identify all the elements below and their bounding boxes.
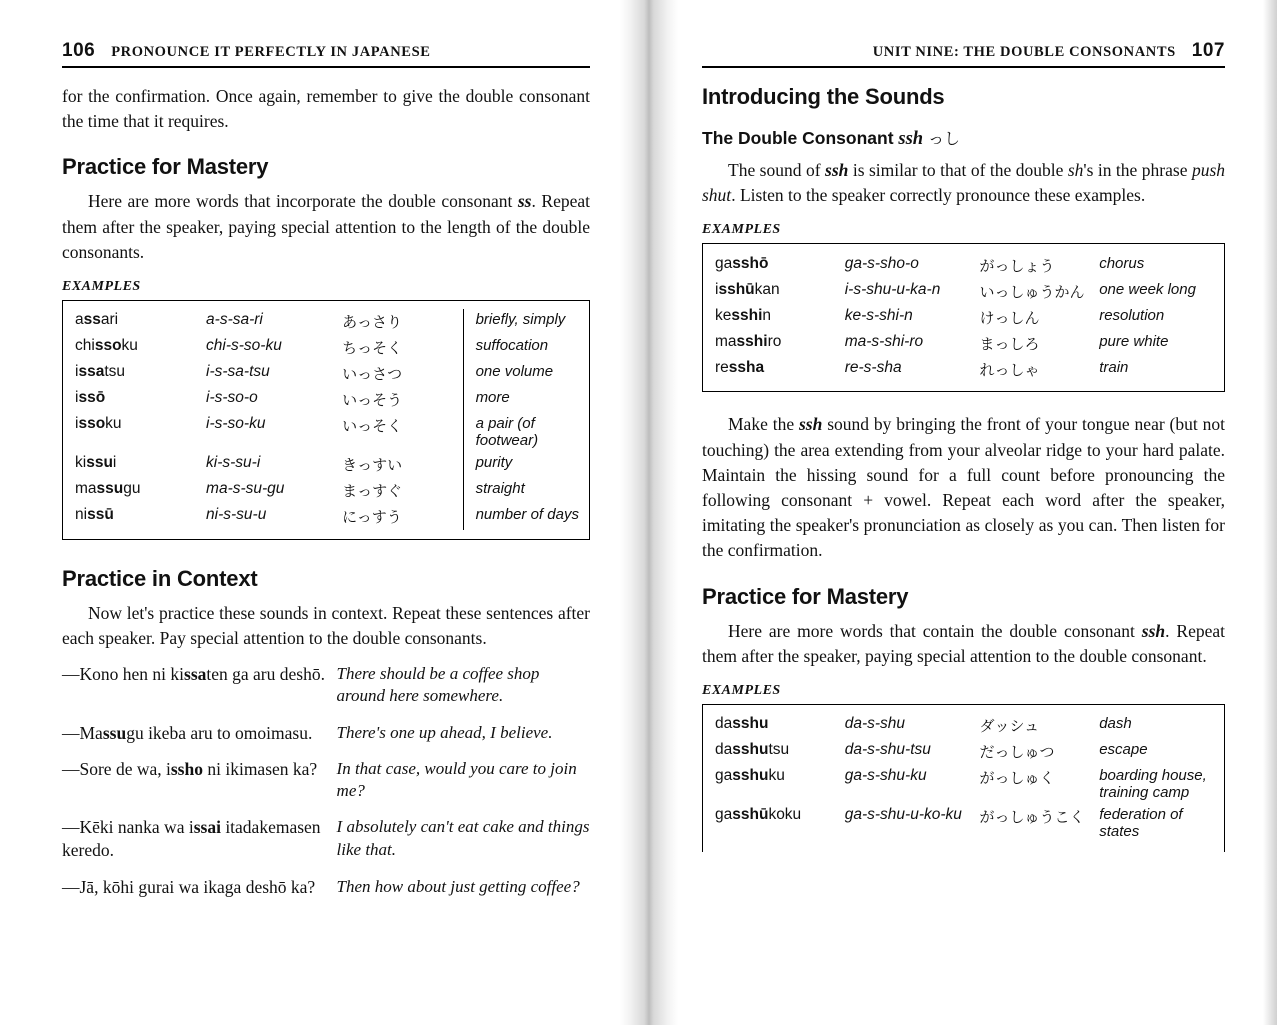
example-romaji: ki-s-su-i bbox=[206, 454, 261, 472]
right-examples-table-2 bbox=[715, 713, 1214, 843]
word-bold: sshu bbox=[732, 741, 769, 759]
word-bold: sshi bbox=[731, 306, 763, 324]
word-bold: ssa bbox=[78, 363, 105, 381]
word-pre: ma bbox=[715, 332, 737, 350]
jp-pre: —Ma bbox=[62, 722, 103, 743]
jp-post: ten ga aru deshō. bbox=[206, 664, 325, 685]
example-word bbox=[715, 304, 845, 330]
example-kana: れっしゃ bbox=[979, 360, 1040, 379]
example-kana: いっさつ bbox=[342, 365, 403, 384]
left-running-title: PRONOUNCE IT PERFECTLY IN JAPANESE bbox=[111, 44, 431, 60]
table-row bbox=[75, 361, 579, 387]
table-row bbox=[715, 356, 1214, 382]
example-gloss: federation of states bbox=[1099, 806, 1183, 841]
left-examples-tbody bbox=[75, 309, 579, 530]
book-gutter bbox=[620, 0, 678, 1025]
left-page-number: 106 bbox=[62, 40, 96, 61]
word-post: tsu bbox=[768, 741, 790, 759]
right-paragraph-1 bbox=[702, 158, 1225, 208]
context-japanese bbox=[62, 758, 337, 816]
right-examples-table-1 bbox=[715, 252, 1214, 382]
example-word bbox=[75, 361, 206, 387]
example-kana: いっそう bbox=[342, 391, 403, 410]
word-bold: ssu bbox=[86, 454, 113, 472]
left-examples-table bbox=[75, 309, 579, 530]
jp-bold: ssa bbox=[184, 664, 207, 685]
left-section-heading-practice-for-mastery: Practice for Mastery bbox=[62, 154, 269, 180]
context-japanese bbox=[62, 876, 337, 913]
right-examples-label-2: EXAMPLES bbox=[702, 682, 781, 698]
example-kana: ダッシュ bbox=[979, 717, 1040, 736]
example-word bbox=[715, 252, 845, 278]
example-gloss: resolution bbox=[1099, 306, 1165, 324]
word-post: ari bbox=[100, 311, 119, 329]
example-romaji: ma-s-shi-ro bbox=[844, 332, 924, 350]
example-kana: あっさり bbox=[342, 313, 402, 332]
right-section-heading-introducing-the-sounds: Introducing the Sounds bbox=[702, 84, 945, 109]
example-gloss: number of days bbox=[463, 504, 579, 530]
example-kana: だっしゅつ bbox=[979, 743, 1055, 762]
page-edge-shadow bbox=[1263, 0, 1277, 1025]
right-examples-tbody-1 bbox=[715, 252, 1214, 382]
example-kana: まっしろ bbox=[979, 334, 1040, 353]
p1-b: is similar to that of the double bbox=[848, 160, 1068, 180]
example-word bbox=[715, 804, 845, 843]
left-s1-text-b: . Repeat them after the speaker, paying special attention to the length of the double consonants. bbox=[62, 191, 591, 262]
p3-b: . Repeat them after the speaker, paying special attention to the double consonant. bbox=[702, 620, 1226, 666]
example-gloss: more bbox=[463, 387, 579, 413]
example-word bbox=[75, 335, 206, 361]
left-examples-label: EXAMPLES bbox=[62, 278, 141, 294]
word-bold: ssu bbox=[96, 480, 124, 498]
right-examples-tbody-2 bbox=[715, 713, 1214, 843]
example-romaji: ke-s-shi-n bbox=[844, 306, 913, 324]
word-pre: ga bbox=[715, 767, 733, 785]
right-subheading-double-consonant-ssh bbox=[702, 126, 1225, 150]
example-word bbox=[75, 452, 206, 478]
jp-bold: ssu bbox=[102, 722, 127, 743]
example-gloss: pure white bbox=[1099, 332, 1169, 350]
right-examples-box-2 bbox=[702, 704, 1225, 852]
example-word bbox=[75, 413, 206, 452]
word-bold: sshi bbox=[736, 332, 768, 350]
jp-pre: —Kēki nanka wa i bbox=[62, 817, 194, 838]
right-page-number: 107 bbox=[1191, 40, 1225, 61]
word-bold: sshu bbox=[732, 715, 769, 733]
example-kana: けっしん bbox=[979, 308, 1040, 327]
word-pre: ki bbox=[75, 454, 87, 472]
left-section-heading-practice-in-context: Practice in Context bbox=[62, 565, 258, 591]
jp-post: itadakemasen keredo. bbox=[62, 817, 321, 861]
p1-phrase: push shut bbox=[702, 160, 1225, 206]
word-pre: chi bbox=[75, 337, 95, 355]
example-gloss: chorus bbox=[1099, 254, 1145, 272]
table-row bbox=[715, 278, 1214, 304]
example-word bbox=[715, 765, 845, 804]
p1-sh: sh bbox=[1067, 160, 1084, 180]
left-section2-paragraph: Now let's practice these sounds in context. Repeat these sentences after each speaker. Pay special attention to the double consonants. bbox=[62, 602, 590, 649]
table-row bbox=[715, 304, 1214, 330]
word-post: kan bbox=[754, 280, 780, 298]
subheading-term: ssh bbox=[898, 129, 924, 149]
table-row bbox=[75, 309, 579, 335]
example-kana: まっすぐ bbox=[342, 482, 403, 501]
example-gloss: dash bbox=[1099, 715, 1132, 733]
p3-ssh: ssh bbox=[1141, 620, 1166, 641]
word-pre: a bbox=[75, 311, 84, 329]
table-row bbox=[715, 765, 1214, 804]
example-word bbox=[715, 330, 845, 356]
table-row bbox=[715, 804, 1214, 843]
example-kana: ちっそく bbox=[342, 339, 403, 358]
context-english: I absolutely can't eat cake and things like that. bbox=[336, 817, 590, 859]
context-japanese bbox=[62, 722, 337, 759]
word-bold: ssū bbox=[87, 506, 114, 524]
example-gloss: straight bbox=[463, 478, 579, 504]
example-romaji: i-s-so-ku bbox=[206, 415, 266, 433]
right-examples-label-1: EXAMPLES bbox=[702, 222, 781, 238]
word-post: ku bbox=[105, 415, 122, 433]
jp-pre: —Sore de wa, i bbox=[62, 759, 171, 780]
example-kana: がっしゅく bbox=[979, 769, 1055, 788]
example-romaji: ma-s-su-gu bbox=[206, 480, 285, 498]
example-word bbox=[75, 387, 206, 413]
p1-d: . Listen to the speaker correctly pronounce these examples. bbox=[731, 185, 1146, 206]
example-kana: がっしゅうこく bbox=[979, 808, 1085, 827]
example-romaji: re-s-sha bbox=[844, 358, 902, 376]
example-word bbox=[715, 278, 845, 304]
jp-pre: —Kono hen ni ki bbox=[62, 664, 185, 685]
context-english: There's one up ahead, I believe. bbox=[336, 722, 553, 742]
left-running-head bbox=[62, 40, 590, 68]
p2-b: sound by bringing the front of your tongue near (but not touching) the area extending from your alveolar ridge to your hard palate. Maintain the hissing sound for a full count before pronouncing the following consonant + vowel. Repeat each word after the speaker, imitating the speaker's pronunciation as closely as you can. Then listen for the confirmation. bbox=[702, 414, 1225, 561]
jp-post: gu ikeba aru to omoimasu. bbox=[126, 722, 313, 743]
word-post: tsu bbox=[104, 363, 126, 381]
example-gloss: a pair (of footwear) bbox=[463, 413, 579, 452]
word-pre: ni bbox=[75, 506, 88, 524]
example-word bbox=[715, 356, 845, 382]
left-intro-paragraph: for the confirmation. Once again, remember to give the double consonant the time that it requires. bbox=[62, 86, 590, 132]
table-row bbox=[75, 504, 579, 530]
word-pre: i bbox=[75, 363, 79, 381]
left-s1-text-a: Here are more words that incorporate the double consonant bbox=[88, 191, 518, 212]
table-row bbox=[75, 335, 579, 361]
word-pre: da bbox=[715, 715, 733, 733]
table-row bbox=[75, 387, 579, 413]
right-running-title: UNIT NINE: THE DOUBLE CONSONANTS bbox=[872, 44, 1176, 60]
example-romaji: i-s-shu-u-ka-n bbox=[844, 280, 941, 298]
list-item bbox=[62, 663, 590, 721]
word-bold: ss bbox=[83, 311, 101, 329]
word-bold: ssō bbox=[78, 389, 106, 407]
word-pre: i bbox=[75, 415, 79, 433]
context-english: In that case, would you care to join me? bbox=[336, 759, 577, 801]
right-page bbox=[678, 0, 1277, 1025]
word-pre: ga bbox=[715, 254, 733, 272]
right-running-head bbox=[702, 40, 1225, 68]
example-romaji: da-s-shu-tsu bbox=[844, 741, 931, 759]
word-pre: re bbox=[715, 358, 729, 376]
word-pre: ke bbox=[715, 306, 732, 324]
context-sentences-table bbox=[62, 663, 590, 912]
word-bold: ssha bbox=[728, 358, 765, 376]
p1-ssh: ssh bbox=[825, 160, 849, 180]
example-gloss: escape bbox=[1099, 741, 1148, 759]
word-bold: sso bbox=[78, 415, 106, 433]
right-paragraph-2 bbox=[702, 412, 1225, 563]
word-pre: da bbox=[715, 741, 733, 759]
example-word bbox=[75, 504, 206, 530]
word-pre: ma bbox=[75, 480, 97, 498]
context-sentences-tbody bbox=[62, 663, 590, 912]
word-post: ro bbox=[767, 332, 782, 350]
list-item bbox=[62, 876, 590, 913]
word-bold: sshū bbox=[732, 806, 769, 824]
left-s1-term: ss bbox=[517, 191, 532, 212]
subheading-text: The Double Consonant bbox=[702, 128, 899, 148]
subheading-kana: っし bbox=[927, 129, 960, 148]
context-japanese bbox=[62, 663, 337, 721]
example-romaji: ni-s-su-u bbox=[206, 506, 267, 524]
example-kana: がっしょう bbox=[979, 256, 1055, 275]
word-pre: i bbox=[75, 389, 79, 407]
example-gloss: purity bbox=[463, 452, 579, 478]
word-post: ku bbox=[121, 337, 138, 355]
example-gloss: one week long bbox=[1099, 280, 1196, 298]
left-page bbox=[0, 0, 620, 1025]
word-bold: sso bbox=[94, 337, 122, 355]
example-romaji: ga-s-sho-o bbox=[844, 254, 919, 272]
jp-bold: ssai bbox=[193, 817, 221, 838]
p2-ssh: ssh bbox=[798, 414, 823, 435]
word-post: ku bbox=[768, 767, 785, 785]
example-gloss: briefly, simply bbox=[463, 309, 579, 335]
right-examples-box-1 bbox=[702, 243, 1225, 392]
table-row bbox=[715, 252, 1214, 278]
example-gloss: boarding house, training camp bbox=[1099, 767, 1207, 802]
example-kana: きっすい bbox=[342, 456, 403, 475]
left-section1-paragraph bbox=[62, 189, 590, 265]
example-romaji: i-s-sa-tsu bbox=[206, 363, 270, 381]
word-bold: sshō bbox=[732, 254, 769, 272]
right-section-heading-practice-for-mastery: Practice for Mastery bbox=[702, 583, 909, 609]
example-romaji: ga-s-shu-ku bbox=[844, 767, 927, 785]
p1-c: 's in the phrase bbox=[1083, 160, 1192, 180]
example-romaji: ga-s-shu-u-ko-ku bbox=[844, 806, 962, 824]
jp-bold: ssho bbox=[170, 759, 203, 780]
table-row bbox=[715, 713, 1214, 739]
table-row bbox=[75, 478, 579, 504]
word-pre: i bbox=[715, 280, 719, 298]
word-post: koku bbox=[768, 806, 802, 824]
list-item bbox=[62, 816, 590, 876]
jp-pre: —Jā, kōhi gurai wa ikaga deshō ka? bbox=[62, 876, 316, 897]
context-english: There should be a coffee shop around here somewhere. bbox=[336, 664, 540, 706]
example-kana: いっしゅうかん bbox=[979, 282, 1085, 301]
word-pre: ga bbox=[715, 806, 733, 824]
word-bold: sshu bbox=[732, 767, 769, 785]
table-row bbox=[715, 739, 1214, 765]
right-paragraph-3 bbox=[702, 619, 1225, 669]
list-item bbox=[62, 722, 590, 759]
table-row bbox=[75, 413, 579, 452]
example-kana: いっそく bbox=[342, 417, 403, 436]
example-word bbox=[715, 713, 845, 739]
p1-a: The sound of bbox=[728, 160, 826, 180]
word-post: n bbox=[762, 306, 772, 324]
example-romaji: chi-s-so-ku bbox=[206, 337, 282, 355]
list-item bbox=[62, 758, 590, 816]
p2-a: Make the bbox=[728, 414, 799, 435]
context-japanese bbox=[62, 816, 337, 876]
example-kana: にっすう bbox=[342, 508, 402, 527]
example-romaji: da-s-shu bbox=[844, 715, 906, 733]
word-post: i bbox=[112, 454, 117, 472]
word-post: gu bbox=[123, 480, 141, 498]
table-row bbox=[715, 330, 1214, 356]
example-romaji: i-s-so-o bbox=[206, 389, 258, 407]
left-examples-box bbox=[62, 300, 590, 540]
example-romaji: a-s-sa-ri bbox=[206, 311, 263, 329]
word-bold: sshū bbox=[718, 280, 755, 298]
example-gloss: one volume bbox=[463, 361, 579, 387]
example-word bbox=[75, 478, 206, 504]
table-row bbox=[75, 452, 579, 478]
context-english: Then how about just getting coffee? bbox=[336, 876, 580, 896]
example-word bbox=[715, 739, 845, 765]
example-gloss: suffocation bbox=[463, 335, 579, 361]
jp-post: ni ikimasen ka? bbox=[202, 759, 318, 780]
p3-a: Here are more words that contain the double consonant bbox=[728, 620, 1142, 641]
example-gloss: train bbox=[1099, 358, 1129, 376]
example-word bbox=[75, 309, 206, 335]
